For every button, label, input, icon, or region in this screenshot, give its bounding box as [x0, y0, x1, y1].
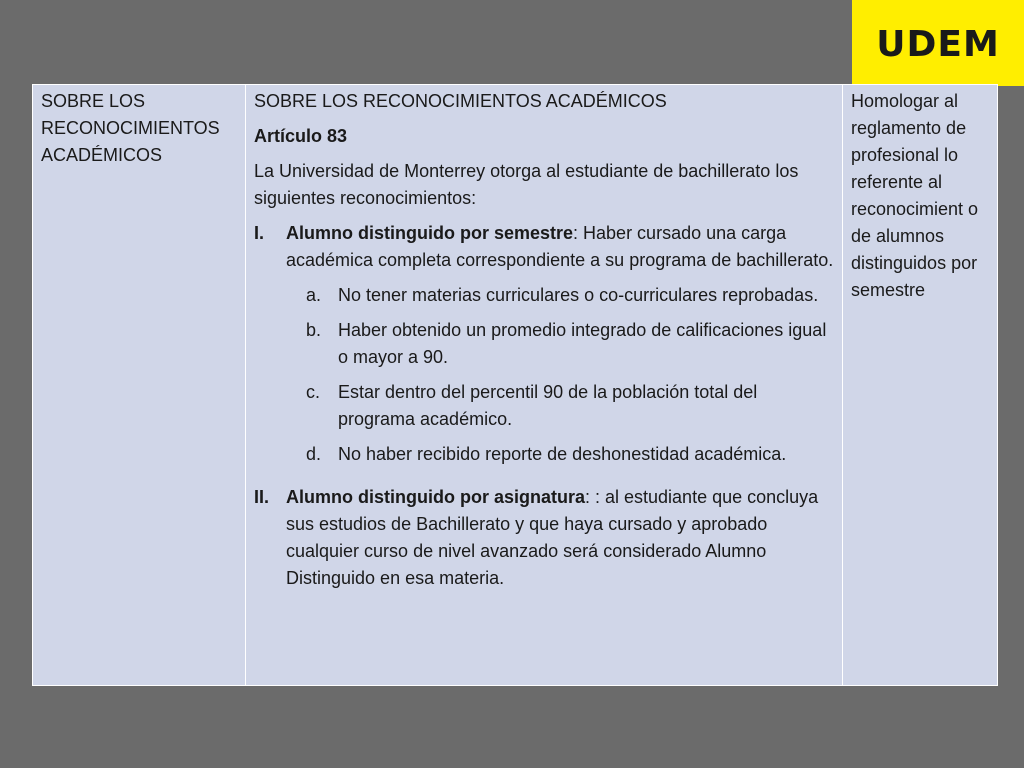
item-text: : : al estudiante que concluya sus estudios de Bachillerato y que haya cursado y aprobado cualquier curso de nivel avanzado será considerado Alumno Distinguido en esa materia. [286, 487, 819, 588]
logo-text: UDEM [876, 23, 1000, 65]
regulation-text-cell [246, 85, 843, 686]
sub-list-item [286, 317, 834, 371]
item-number: I. [254, 223, 265, 243]
sub-item-text: Haber obtenido un promedio integrado de calificaciones igual o mayor a 90. [338, 320, 827, 367]
section-title-cell [33, 85, 246, 686]
sub-item-letter: b. [306, 320, 322, 340]
udem-logo [852, 0, 1024, 86]
sub-item-letter: a. [306, 285, 322, 305]
list-item [254, 220, 834, 476]
item-title: Alumno distinguido por semestre [286, 223, 574, 243]
comment-cell [843, 85, 998, 686]
comment-text: Homologar al reglamento de profesional lo referente al reconocimient o de alumnos distinguidos por semestre [851, 91, 979, 300]
sub-list [286, 282, 834, 468]
comparison-table [32, 84, 998, 686]
regulation-heading: SOBRE LOS RECONOCIMIENTOS ACADÉMICOS [254, 91, 667, 111]
sub-item-text: Estar dentro del percentil 90 de la población total del programa académico. [338, 382, 758, 429]
item-text: : Haber cursado una carga académica completa correspondiente a su programa de bachillerato. [286, 223, 834, 270]
sub-item-letter: d. [306, 444, 322, 464]
sub-list-item [286, 441, 834, 468]
sub-item-letter: c. [306, 382, 321, 402]
sub-item-text: No haber recibido reporte de deshonestidad académica. [338, 444, 787, 464]
list-item [254, 484, 834, 592]
article-number: Artículo 83 [254, 126, 348, 146]
sub-item-text: No tener materias curriculares o co-curriculares reprobadas. [338, 285, 819, 305]
sub-list-item [286, 379, 834, 433]
table-row [33, 85, 998, 686]
article-intro: La Universidad de Monterrey otorga al estudiante de bachillerato los siguientes reconocimientos: [254, 161, 799, 208]
item-title: Alumno distinguido por asignatura [286, 487, 585, 507]
item-number: II. [254, 487, 270, 507]
sub-list-item [286, 282, 834, 309]
section-title: SOBRE LOS RECONOCIMIENTOS ACADÉMICOS [41, 91, 220, 165]
